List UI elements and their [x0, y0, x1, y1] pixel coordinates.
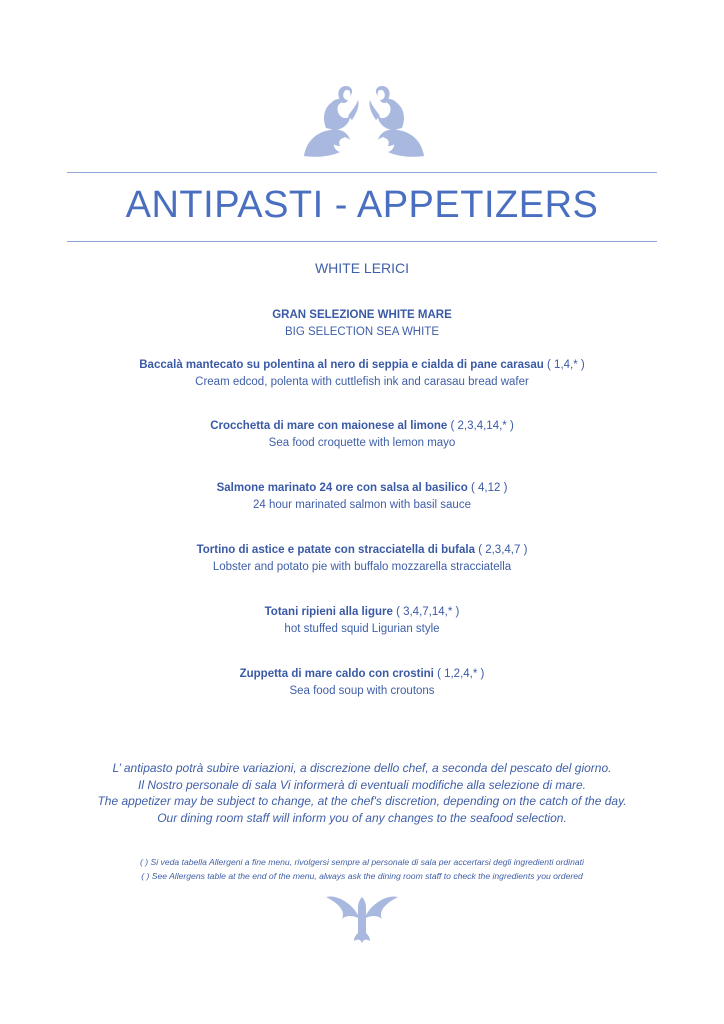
note-line: Our dining room staff will inform you of any changes to the seafood selection.	[157, 810, 567, 825]
dish-item	[0, 418, 724, 452]
note-line: Il Nostro personale di sala Vi informerà di eventuali modifiche alla selezione di mare.	[137, 777, 586, 792]
dish-item	[0, 604, 724, 638]
dish-item	[0, 480, 724, 514]
section-heading	[0, 307, 724, 341]
section-name: GRAN SELEZIONE WHITE MARE	[272, 309, 452, 321]
dish-description: Lobster and potato pie with buffalo mozzarella stracciatella	[212, 561, 512, 573]
dish-name: Baccalà mantecato su polentina al nero di seppia e cialda di pane carasau	[139, 359, 544, 371]
restaurant-subtitle: WHITE LERICI	[314, 260, 410, 276]
dish-description: Sea food soup with croutons	[289, 685, 435, 697]
dish-name: Salmone marinato 24 ore con salsa al basilico	[216, 482, 468, 494]
dish-allergens: ( 4,12 )	[467, 482, 508, 494]
dish-allergens: ( 2,3,4,7 )	[475, 544, 528, 556]
dish-description: Cream edcod, polenta with cuttlefish ink and carasau bread wafer	[195, 376, 529, 388]
dish-allergens: ( 3,4,7,14,* )	[392, 606, 460, 618]
title-divider	[67, 241, 657, 242]
dish-item	[0, 542, 724, 576]
allergen-footnote	[0, 855, 724, 883]
dish-item	[0, 666, 724, 700]
top-divider	[67, 172, 657, 173]
note-line: The appetizer may be subject to change, at the chef's discretion, depending on the catch of the day.	[97, 794, 627, 808]
dish-item	[0, 357, 724, 391]
dish-allergens: ( 1,4,* )	[543, 359, 585, 371]
dish-name: Tortino di astice e patate con stracciatella di bufala	[196, 544, 475, 556]
dish-name: Crocchetta di mare con maionese al limone	[210, 420, 448, 432]
dish-name: Zuppetta di mare caldo con crostini	[239, 668, 434, 680]
dish-description: Sea food croquette with lemon mayo	[268, 437, 456, 449]
dish-allergens: ( 2,3,4,14,* )	[447, 420, 514, 432]
page-title: ANTIPASTI - APPETIZERS	[125, 184, 599, 226]
dish-description: 24 hour marinated salmon with basil sauce	[253, 499, 471, 511]
dish-name: Totani ripieni alla ligure	[264, 606, 393, 618]
baroque-leaf-ornament-icon	[296, 82, 432, 162]
section-name-en: BIG SELECTION SEA WHITE	[284, 326, 439, 338]
dish-description: hot stuffed squid Ligurian style	[284, 623, 440, 635]
fleur-ornament-icon	[324, 893, 400, 945]
footnote-line: ( ) Si veda tabella Allergeni a fine menu, rivolgersi sempre al personale di sala per accertarsi degli ingredienti ordinati	[140, 857, 584, 867]
chef-note	[0, 760, 724, 826]
dish-allergens: ( 1,2,4,* )	[433, 668, 485, 680]
footnote-line: ( ) See Allergens table at the end of the menu, always ask the dining room staff to check the ingredients you ordered	[141, 871, 583, 881]
note-line: L’ antipasto potrà subire variazioni, a discrezione dello chef, a seconda del pescato del giorno.	[112, 761, 612, 775]
